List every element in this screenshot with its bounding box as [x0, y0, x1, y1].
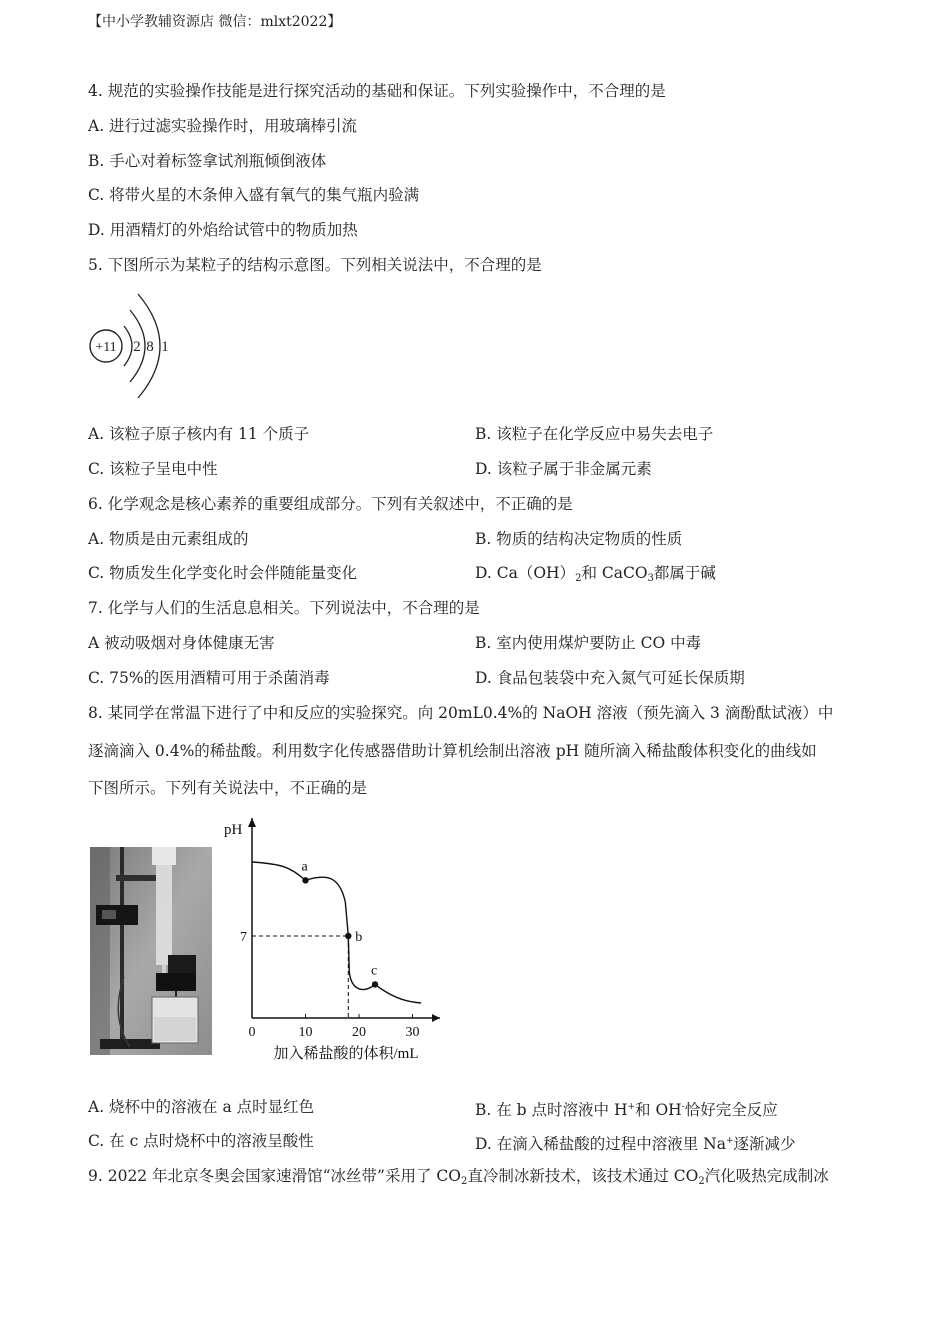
q6-option-c: C. 物质发生化学变化时会伴随能量变化 — [88, 564, 358, 582]
q8-option-a: A. 烧杯中的溶液在 a 点时显红色 — [88, 1098, 315, 1116]
q8-b-part2: 和 OH — [635, 1101, 682, 1119]
q7-stem: 7. 化学与人们的生活息息相关。下列说法中，不合理的是 — [88, 599, 480, 617]
q8-d-part1: D. 在滴入稀盐酸的过程中溶液里 Na — [475, 1135, 726, 1153]
q6-option-a: A. 物质是由元素组成的 — [88, 530, 249, 548]
q8-b-sup2: - — [681, 1102, 685, 1112]
shell-electrons-3: 1 — [161, 339, 169, 355]
q5-stem: 5. 下图所示为某粒子的结构示意图。下列相关说法中，不合理的是 — [88, 256, 542, 274]
q8-b-sup1: + — [627, 1102, 636, 1112]
q8-option-b — [475, 1098, 778, 1119]
q5-option-d: D. 该粒子属于非金属元素 — [475, 460, 652, 478]
q4-option-d: D. 用酒精灯的外焰给试管中的物质加热 — [88, 221, 358, 239]
q9-sub2: 2 — [698, 1176, 705, 1187]
q7-option-a: A 被动吸烟对身体健康无害 — [88, 634, 275, 652]
atom-structure-diagram — [86, 288, 186, 400]
q8-b-part1: B. 在 b 点时溶液中 H — [475, 1101, 628, 1119]
ph-titration-chart — [218, 812, 450, 1064]
q6-option-d — [475, 564, 716, 588]
q6-d-part1: D. Ca（OH） — [475, 564, 576, 582]
q8-option-d — [475, 1132, 796, 1153]
x-tick-label-30: 30 — [405, 1025, 420, 1040]
q7-option-b: B. 室内使用煤炉要防止 CO 中毒 — [475, 634, 702, 652]
x-axis-label: 加入稀盐酸的体积/mL — [273, 1046, 419, 1062]
shell-arc-1 — [124, 326, 132, 366]
q6-d-part2: 和 CaCO — [581, 564, 648, 582]
q6-d-part3: 都属于碱 — [653, 564, 716, 582]
q7-option-c: C. 75%的医用酒精可用于杀菌消毒 — [88, 669, 330, 687]
q7-option-d: D. 食品包装袋中充入氮气可延长保质期 — [475, 669, 745, 687]
q6-d-sub1: 2 — [575, 573, 582, 584]
x-tick-label-0: 0 — [248, 1025, 256, 1040]
shell-electrons-2: 8 — [146, 339, 154, 355]
nucleus-charge: +11 — [95, 340, 117, 355]
x-axis-arrow — [432, 1014, 440, 1022]
q9-stem — [88, 1167, 829, 1191]
y-axis-label: pH — [224, 822, 243, 838]
x-tick-label-10: 10 — [298, 1025, 313, 1040]
ph-curve — [252, 862, 421, 1003]
q9-part3: 汽化吸热完成制冰 — [704, 1167, 829, 1185]
page-header: 【中小学教辅资源店 微信：mlxt2022】 — [88, 14, 342, 30]
q8-stem-line1: 8. 某同学在常温下进行了中和反应的实验探究。向 20mL0.4%的 NaOH 溶液（预先滴入 3 滴酚酞试液）中 — [88, 704, 834, 722]
q8-b-part3: 恰好完全反应 — [684, 1101, 778, 1119]
point-b — [345, 933, 351, 939]
point-c — [372, 981, 378, 987]
q9-part2: 直冷制冰新技术，该技术通过 CO — [467, 1167, 699, 1185]
point-label-c: c — [371, 963, 378, 979]
lab-apparatus-photo — [90, 847, 212, 1055]
point-label-a: a — [301, 859, 308, 875]
q8-stem-line3: 下图所示。下列有关说法中，不正确的是 — [88, 779, 368, 797]
q8-stem-line2: 逐滴滴入 0.4%的稀盐酸。利用数字化传感器借助计算机绘制出溶液 pH 随所滴入稀盐酸体积变化的曲线如 — [88, 742, 817, 760]
y-tick-label-7: 7 — [240, 930, 247, 945]
q9-part1: 9. 2022 年北京冬奥会国家速滑馆“冰丝带”采用了 CO — [88, 1167, 461, 1185]
x-tick-label-20: 20 — [352, 1025, 366, 1040]
q4-option-c: C. 将带火星的木条伸入盛有氧气的集气瓶内验满 — [88, 186, 420, 204]
point-label-b: b — [355, 930, 363, 945]
q6-option-b: B. 物质的结构决定物质的性质 — [475, 530, 683, 548]
q9-sub1: 2 — [460, 1176, 468, 1187]
q5-option-a: A. 该粒子原子核内有 11 个质子 — [88, 425, 310, 443]
q8-option-c: C. 在 c 点时烧杯中的溶液呈酸性 — [88, 1132, 314, 1150]
q5-option-c: C. 该粒子呈电中性 — [88, 460, 218, 478]
shell-electrons-1: 2 — [133, 339, 141, 355]
q5-option-b: B. 该粒子在化学反应中易失去电子 — [475, 425, 714, 443]
q6-stem: 6. 化学观念是核心素养的重要组成部分。下列有关叙述中，不正确的是 — [88, 495, 573, 513]
y-axis-arrow — [248, 818, 256, 827]
q8-d-sup: + — [725, 1136, 734, 1146]
q6-d-sub2: 3 — [647, 573, 654, 584]
q4-stem: 4. 规范的实验操作技能是进行探究活动的基础和保证。下列实验操作中，不合理的是 — [88, 82, 666, 100]
q4-option-b: B. 手心对着标签拿试剂瓶倾倒液体 — [88, 152, 327, 170]
point-a — [302, 877, 308, 883]
q8-d-part2: 逐渐减少 — [733, 1135, 796, 1153]
q4-option-a: A. 进行过滤实验操作时，用玻璃棒引流 — [88, 117, 358, 135]
